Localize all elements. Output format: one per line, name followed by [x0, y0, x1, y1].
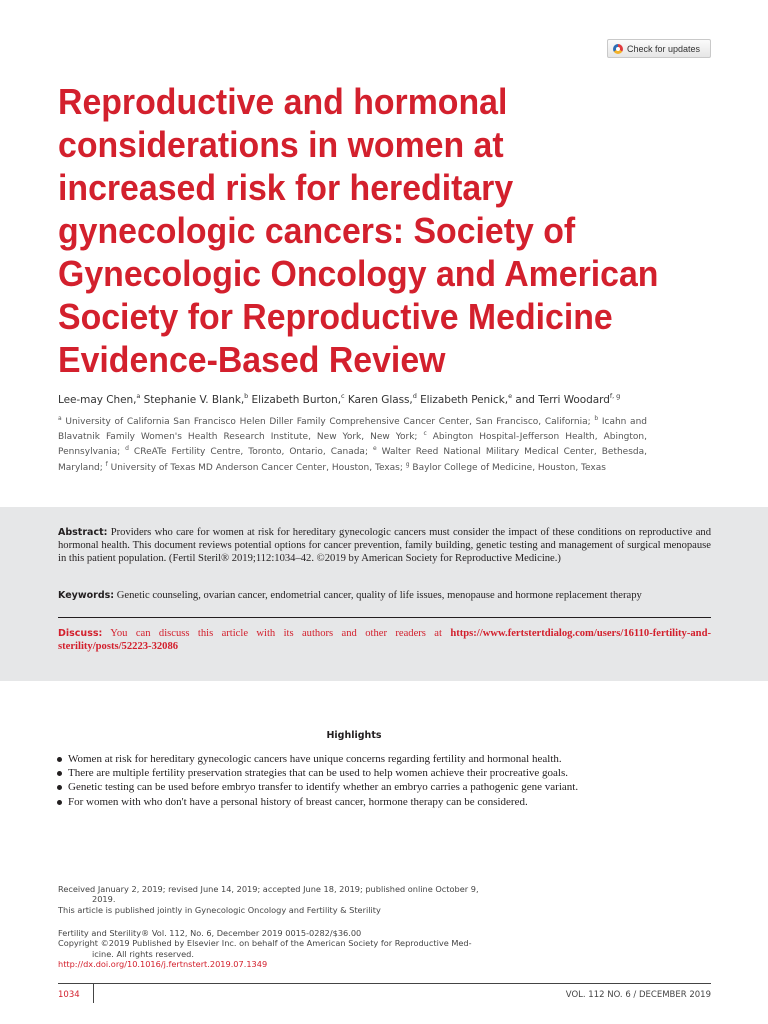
affil-mark: c: [423, 430, 427, 438]
footer-separator: [93, 983, 94, 1003]
author-affil-mark: b: [244, 392, 249, 400]
affil-text: CReATe Fertility Centre, Toronto, Ontario, Canada;: [128, 447, 373, 458]
affil-text: Icahn and Blavatnik Family Women's Health Research Institute, New York, New York;: [58, 417, 647, 443]
affil-mark: d: [125, 445, 129, 453]
title-line: increased risk for hereditary: [58, 167, 514, 208]
joint-publication-note: This article is published jointly in Gynecologic Oncology and Fertility & Sterility: [58, 904, 381, 915]
author-name: Elizabeth Burton,: [248, 394, 342, 406]
author-affil-mark: f, g: [609, 392, 621, 400]
highlight-item: There are multiple fertility preservation strategies that can be used to help women achieve their procreative goals.: [56, 766, 716, 780]
received-dates: [58, 884, 498, 915]
journal-citation: Fertility and Sterility® Vol. 112, No. 6, December 2019 0015-0282/$36.00: [58, 928, 362, 938]
abstract-text: Providers who care for women at risk for hereditary gynecologic cancers must consider the impact of these conditions on reproductive and hormonal health. This document reviews potential options for cancer prevention, family building, genetic testing and management of surgical menopause in this patient population. (Fertil Steril® 2019;112:1034–42. ©2019 by American Society for Reproductive Medicine.): [58, 527, 711, 564]
author-affil-mark: d: [412, 392, 417, 400]
copyright-line: Copyright ©2019 Published by Elsevier Inc. on behalf of the American Society for Reproductive Med-: [58, 938, 472, 949]
discuss-link[interactable]: https://www.fertstertdialog.com/users/16110-fertility-and-sterility/posts/52223-32086: [58, 628, 711, 652]
discuss: [58, 627, 711, 653]
highlights-list: [56, 752, 716, 809]
affil-text: Abington Hospital-Jefferson Health, Abington, Pennsylvania;: [58, 432, 647, 458]
footer-divider: [58, 983, 711, 984]
affil-mark: g: [405, 460, 410, 468]
page-number: 1034: [58, 990, 80, 1000]
affil-text: University of Texas MD Anderson Cancer Center, Houston, Texas;: [107, 462, 406, 473]
title-line: Evidence-Based Review: [58, 339, 446, 380]
affil-text: University of California San Francisco Helen Diller Family Comprehensive Cancer Center, San Francisco, California;: [61, 417, 595, 427]
highlight-item: Genetic testing can be used before embryo transfer to identify whether an embryo carries a pathogenic gene variant.: [56, 780, 716, 794]
crossmark-icon: [613, 44, 623, 54]
highlights-title: Highlights: [326, 730, 382, 741]
article-title: [58, 80, 688, 381]
affiliations: [58, 413, 647, 474]
title-line: gynecologic cancers: Society of: [58, 210, 576, 251]
abstract: [58, 526, 711, 565]
affil-mark: b: [594, 415, 599, 422]
title-line: considerations in women at: [58, 124, 504, 165]
discuss-text: You can discuss this article with its authors and other readers at: [102, 628, 451, 639]
affil-mark: f: [105, 460, 108, 468]
check-for-updates-badge[interactable]: [607, 39, 711, 58]
received-line: Received January 2, 2019; revised June 14, 2019; accepted June 18, 2019; published online October 9,: [58, 884, 479, 894]
abstract-label: Abstract:: [58, 527, 108, 538]
title-line: Reproductive and hormonal: [58, 81, 508, 122]
author-list: [58, 392, 718, 406]
volume-info: VOL. 112 NO. 6 / DECEMBER 2019: [565, 990, 711, 1000]
title-line: Gynecologic Oncology and American: [58, 253, 659, 294]
title-line: Society for Reproductive Medicine: [58, 296, 613, 337]
author-name: and Terri Woodard: [512, 394, 610, 406]
affil-text: Walter Reed National Military Medical Center, Bethesda, Maryland;: [58, 447, 647, 473]
copyright-line-cont: icine. All rights reserved.: [92, 948, 194, 959]
affil-mark: e: [372, 445, 377, 453]
author-name: Stephanie V. Blank,: [140, 394, 245, 406]
abstract-panel: [0, 507, 768, 681]
doi-link[interactable]: http://dx.doi.org/10.1016/j.fertnstert.2019.07.1349: [58, 959, 268, 970]
check-for-updates-label: Check for updates: [627, 43, 701, 54]
keywords-text: Genetic counseling, ovarian cancer, endometrial cancer, quality of life issues, menopause and hormone replacement therapy: [114, 590, 642, 601]
author-affil-mark: a: [136, 392, 141, 400]
author-affil-mark: e: [508, 392, 513, 400]
author-name: Karen Glass,: [344, 394, 413, 406]
keywords: [58, 589, 711, 602]
affil-text: Baylor College of Medicine, Houston, Texas: [409, 462, 606, 473]
journal-info: [58, 928, 498, 970]
received-line-cont: 2019.: [92, 894, 116, 905]
author-affil-mark: c: [341, 392, 345, 400]
highlight-item: Women at risk for hereditary gynecologic cancers have unique concerns regarding fertility and hormonal health.: [56, 752, 716, 766]
keywords-label: Keywords:: [58, 590, 115, 601]
author-name: Lee-may Chen,: [58, 394, 137, 406]
author-name: Elizabeth Penick,: [416, 394, 509, 406]
discuss-label: Discuss:: [58, 628, 103, 639]
highlight-item: For women with who don't have a personal history of breast cancer, hormone therapy can be considered.: [56, 795, 716, 809]
affil-mark: a: [58, 415, 62, 422]
abstract-divider: [58, 617, 711, 618]
